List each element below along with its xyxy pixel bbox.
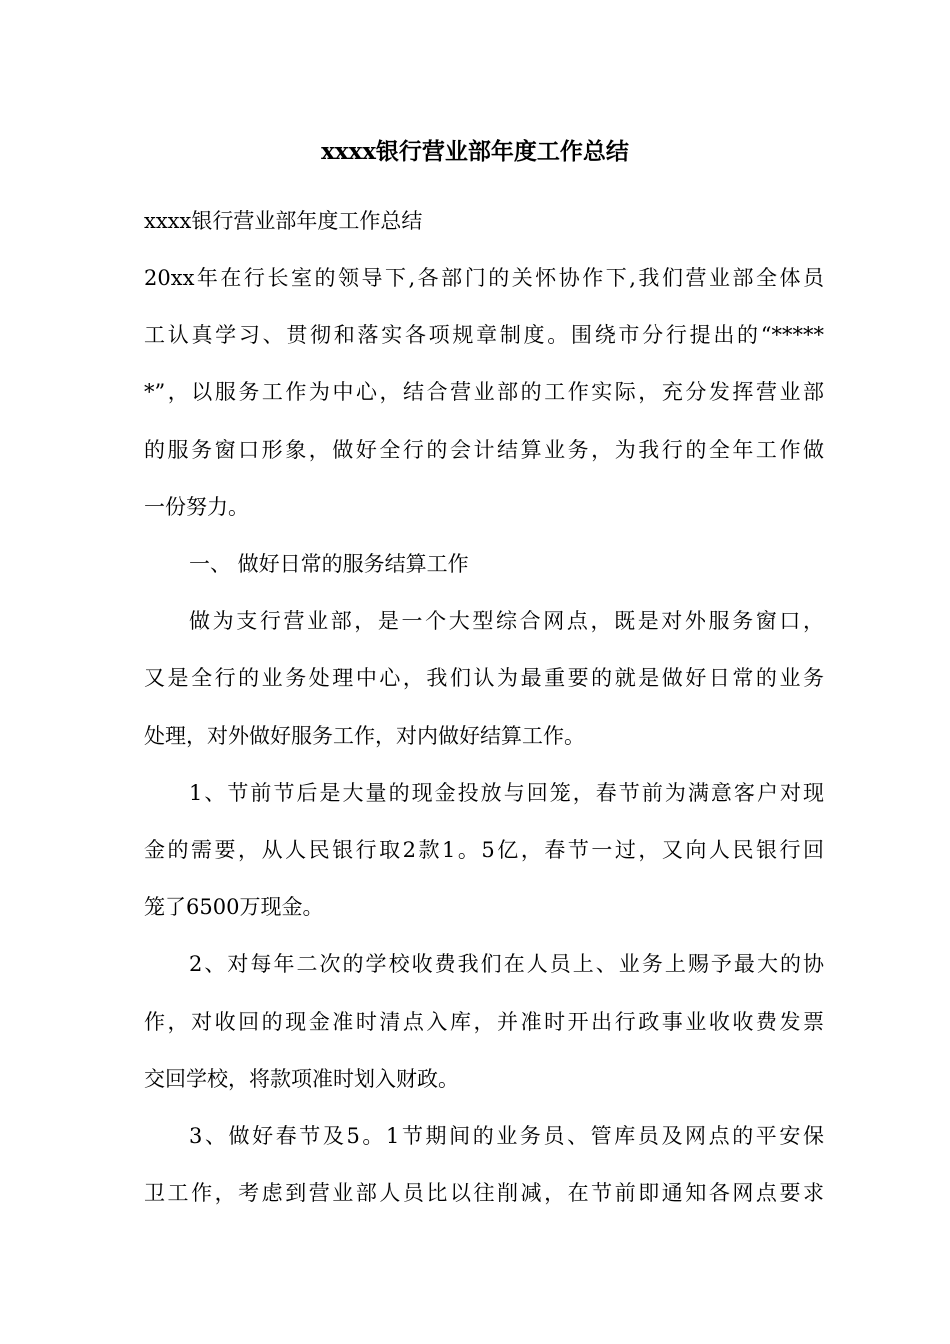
- text-line: 处理，对外做好服务工作，对内做好结算工作。: [144, 724, 585, 748]
- text-line: 交回学校，将款项准时划入财政。: [144, 1067, 459, 1091]
- text-line: *”，以服务工作为中心，结合营业部的工作实际，充分发挥营业部: [144, 380, 824, 404]
- text-line: 一份努力。: [144, 495, 249, 519]
- document-title: xxxx银行营业部年度工作总结: [321, 138, 629, 165]
- text-line: 工认真学习、贯彻和落实各项规章制度。围绕市分行提出的“*****: [144, 323, 824, 347]
- subtitle-line: xxxx银行营业部年度工作总结: [144, 209, 423, 233]
- text-line: 金的需要，从人民银行取2款1。5亿，春节一过，又向人民银行回: [144, 838, 824, 862]
- text-line: 笼了6500万现金。: [144, 895, 324, 919]
- text-line: 2、对每年二次的学校收费我们在人员上、业务上赐予最大的协: [189, 952, 824, 976]
- text-line: 的服务窗口形象，做好全行的会计结算业务，为我行的全年工作做: [144, 438, 824, 462]
- section-heading: 一、 做好日常的服务结算工作: [189, 552, 469, 576]
- text-line: 3、做好春节及5。1节期间的业务员、管库员及网点的平安保: [189, 1124, 824, 1148]
- text-line: 20xx年在行长室的领导下,各部门的关怀协作下,我们营业部全体员: [144, 266, 824, 290]
- text-line: 1、节前节后是大量的现金投放与回笼，春节前为满意客户对现: [189, 781, 824, 805]
- text-line: 做为支行营业部，是一个大型综合网点，既是对外服务窗口，: [189, 609, 824, 633]
- text-line: 作，对收回的现金准时清点入库，并准时开出行政事业收收费发票: [144, 1010, 824, 1034]
- text-line: 又是全行的业务处理中心，我们认为最重要的就是做好日常的业务: [144, 666, 824, 690]
- text-line: 卫工作，考虑到营业部人员比以往削减，在节前即通知各网点要求: [144, 1181, 824, 1205]
